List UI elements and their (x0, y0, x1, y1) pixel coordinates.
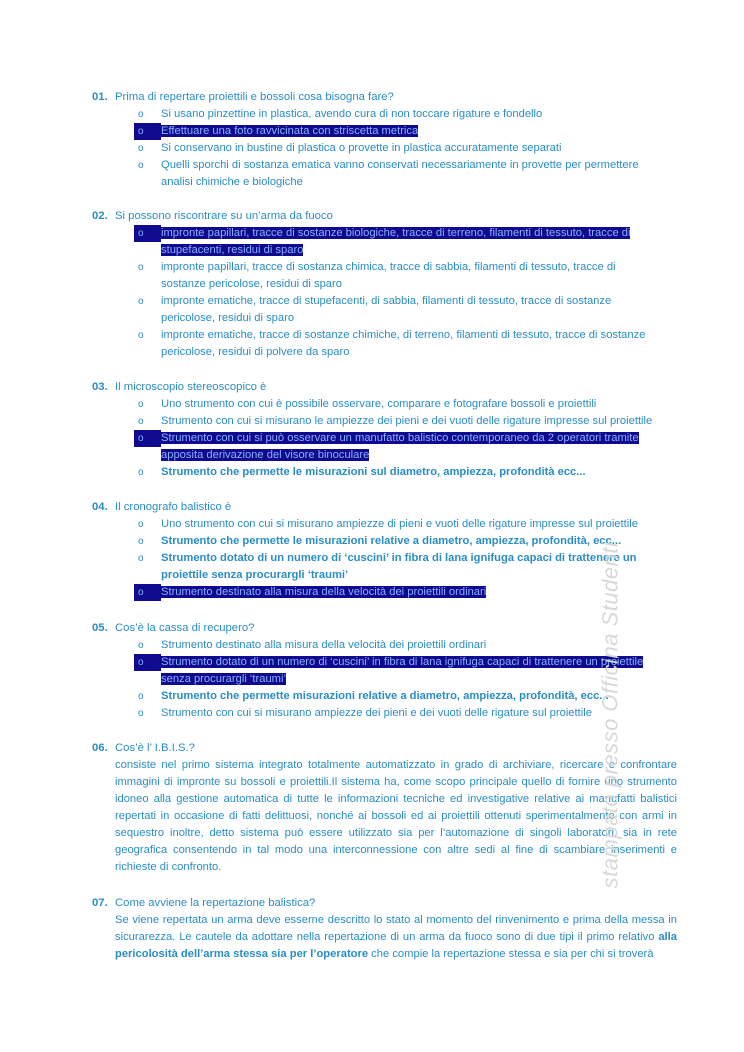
answer-option (92, 140, 682, 157)
bullet-icon: o (138, 654, 161, 671)
answer-option-highlighted (92, 123, 682, 140)
answer-option (92, 259, 682, 293)
bullet-icon: o (138, 467, 144, 478)
answer-option (92, 413, 682, 430)
question-number: 07. (92, 897, 108, 909)
bullet-icon: o (138, 109, 144, 120)
paragraph-text: Se viene repertata un arma deve esserne descritto lo stato al momento del rinvenimento e prima della messa in sicurarezza. Le cautele da adottare nella repertazione di un arma da fuoco sono di due tipi il primo relativo (115, 914, 677, 943)
answer-option (92, 516, 682, 533)
answer-text: Strumento con cui si misurano le ampiezze dei pieni e dei vuoti delle rigature impresse sul proiettile (161, 415, 653, 427)
question-number: 06. (92, 742, 108, 754)
answer-text: Strumento che permette le misurazioni relative a diametro, ampiezza, profondità, ecc... (161, 535, 622, 547)
question-text: Si possono riscontrare su un’arma da fuoco (115, 210, 333, 222)
bullet-icon: o (138, 143, 144, 154)
answer-text: Strumento che permette le misurazioni sul diametro, ampiezza, profondità ecc... (161, 466, 586, 478)
question-number: 02. (92, 210, 108, 222)
answer-option (92, 464, 682, 481)
question-number: 03. (92, 381, 108, 393)
bullet-icon: o (138, 430, 161, 447)
answer-text: Uno strumento con cui si misurano ampiezze di pieni e vuoti delle rigature impresse sul proiettile (161, 518, 638, 530)
answer-text: impronte papillari, tracce di sostanza chimica, tracce di sabbia, filamenti di tessuto, tracce di sostanze pericolose, residui di sparo (161, 261, 616, 290)
bullet-icon: o (138, 584, 161, 601)
answer-option (92, 293, 682, 327)
answer-option (92, 157, 682, 191)
question-text: Il cronografo balistico è (115, 501, 232, 513)
answer-paragraph (115, 912, 677, 963)
answer-text: Si usano pinzettine in plastica, avendo cura di non toccare rigature e fondello (161, 108, 543, 120)
vertical-stamp-watermark (590, 535, 630, 895)
paragraph-text: che compie la repertazione stessa e sia per chi si troverà (368, 948, 654, 960)
answer-text: Quelli sporchi di sostanza ematica vanno conservati necessariamente in provette per permettere analisi chimiche e biologiche (161, 159, 639, 188)
bullet-icon: o (138, 640, 144, 651)
bullet-icon: o (138, 123, 161, 140)
bullet-icon: o (138, 416, 144, 427)
question-01 (92, 89, 682, 191)
question-text: Cos’è la cassa di recupero? (115, 622, 255, 634)
answer-text: impronte papillari, tracce di sostanze biologiche, tracce di terreno, filamenti di tessuto, tracce di stupefacenti, residui di sparo (161, 227, 631, 256)
question-text: Prima di repertare proiettili e bossoli cosa bisogna fare? (115, 91, 394, 103)
answer-text: Uno strumento con cui è possibile osservare, comparare e fotografare bossoli e proiettili (161, 398, 597, 410)
question-number: 01. (92, 91, 108, 103)
question-title (92, 379, 682, 396)
answer-text: Strumento con cui si può osservare un manufatto balistico contemporaneo da 2 operatori tramite apposita derivazione del visore binoculare (161, 432, 639, 461)
answer-text: Strumento con cui si misurano ampiezze dei pieni e dei vuoti delle rigature sul proiettile (161, 707, 592, 719)
answer-text: Strumento dotato di un numero di ‘cuscini’ in fibra di lana ignifuga capaci di trattenere un proiettile senza procurargli ‘traumi’ (161, 656, 644, 685)
question-number: 04. (92, 501, 108, 513)
question-title (92, 89, 682, 106)
paragraph-text: consiste nel primo sistema integrato totalmente automatizzato in grado di archiviare, ricercare e confrontare immagini di impronte su bossoli e proiettili.Il sistema ha, come scopo principale quello di fornire uno strumento idoneo alla gestione automatica di tutte le informazioni tecniche ed investigative relative ai manufatti balistici repertati in occasione di fatti delittuosi, nonché ai bossoli ed ai proiettili ottenuti sperimentalmente con armi in sequestro inoltre, detto sistema può essere utilizzato sia per l’automazione di singoli laboratori, sia in rete geografica consentendo in tal modo una interconnessione con altre sedi al fine di scambiare inserimenti e richieste di confronto. (115, 759, 677, 873)
question-02 (92, 208, 682, 361)
answer-text: Strumento che permette misurazioni relative a diametro, ampiezza, profondità, ecc... (161, 690, 609, 702)
question-03 (92, 379, 682, 481)
question-text: Come avviene la repertazione balistica? (115, 897, 316, 909)
question-07 (92, 895, 682, 963)
question-text: Il microscopio stereoscopico è (115, 381, 267, 393)
answer-text: impronte ematiche, tracce di sostanze chimiche, di terreno, filamenti di tessuto, tracce di sostanze pericolose, residui di polvere da sparo (161, 329, 646, 358)
answer-text: Effettuare una foto ravvicinata con striscetta metrica (161, 125, 419, 137)
question-title (92, 208, 682, 225)
bullet-icon: o (138, 536, 144, 547)
answer-text: Strumento dotato di un numero di ‘cuscini’ in fibra di lana ignifuga capaci di trattenere un proiettile senza procurargli ‘traumi’ (161, 552, 637, 581)
answer-text: Strumento destinato alla misura della velocità dei proiettili ordinari (161, 639, 487, 651)
question-text: Cos’è l’ I.B.I.S.? (115, 742, 195, 754)
bullet-icon: o (138, 262, 144, 273)
bullet-icon: o (138, 330, 144, 341)
bullet-icon: o (138, 225, 161, 242)
answer-text: Si conservano in bustine di plastica o provette in plastica accuratamente separati (161, 142, 562, 154)
question-title (92, 499, 682, 516)
answer-option (92, 106, 682, 123)
bullet-icon: o (138, 296, 144, 307)
bullet-icon: o (138, 708, 144, 719)
answer-option (92, 327, 682, 361)
bullet-icon: o (138, 691, 144, 702)
paragraph-text-bold: alla pericolosità dell’arma stessa sia per l’operatore (115, 931, 677, 960)
question-title (92, 895, 682, 912)
bullet-icon: o (138, 519, 144, 530)
question-number: 05. (92, 622, 108, 634)
answer-text: Strumento destinato alla misura della velocità dei proiettili ordinari (161, 586, 487, 598)
answer-text: impronte ematiche, tracce di stupefacenti, di sabbia, filamenti di tessuto, tracce di sostanze pericolose, residui di sparo (161, 295, 612, 324)
answer-option-highlighted (92, 225, 682, 259)
answer-option (92, 396, 682, 413)
stamp-text: stampato presso Officina Studenti (597, 541, 623, 889)
answer-option-highlighted (92, 430, 682, 464)
bullet-icon: o (138, 160, 144, 171)
bullet-icon: o (138, 399, 144, 410)
bullet-icon: o (138, 553, 144, 564)
